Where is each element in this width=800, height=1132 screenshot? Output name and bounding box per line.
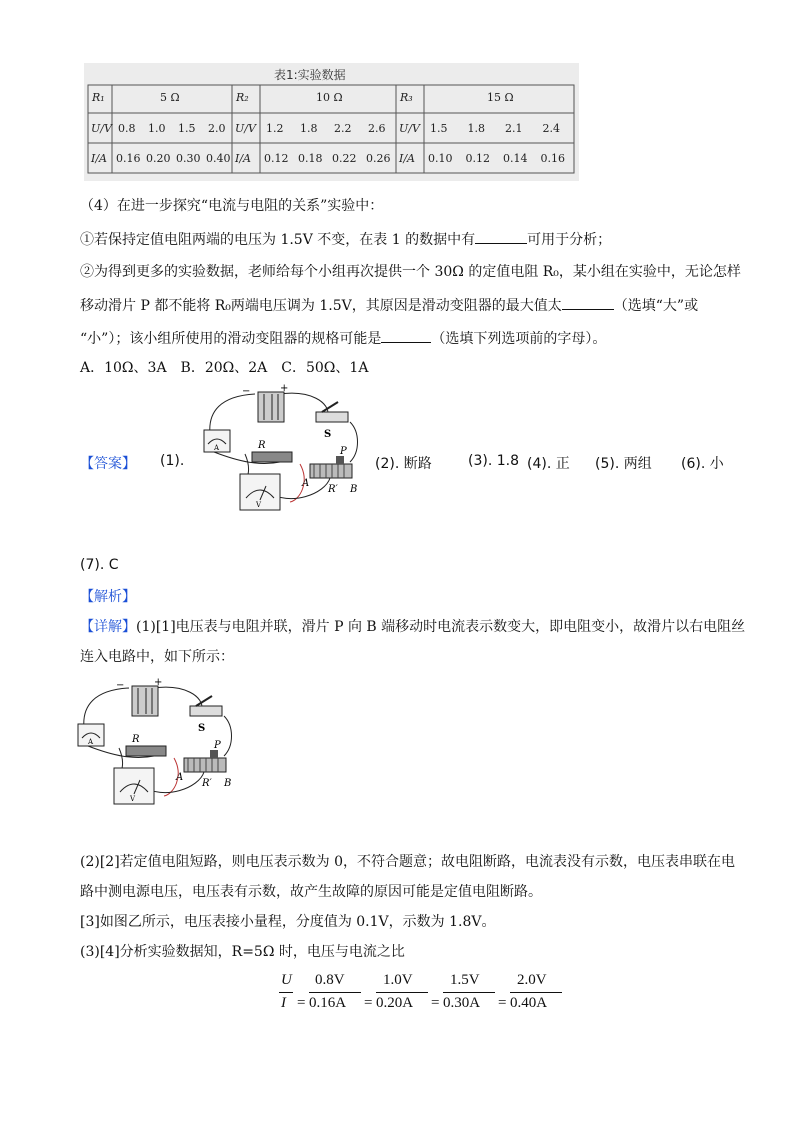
q4-part1-tail: 可用于分析； [527,232,612,248]
analysis-p1-line2: 连入电路中，如下所示： [80,649,234,665]
answer-1: (1). [160,453,185,469]
voltmeter-label-2: V [130,795,136,803]
table-r-value: 5 Ω [160,91,180,104]
table-u-cell: 2.0 [208,122,226,135]
eq-num-2: 1.0V [383,972,413,988]
table-u-label: U/V [235,122,256,135]
table-r-label: R₂ [236,91,249,104]
table-i-cell: 0.22 [332,152,357,165]
analysis-p2-line2: 路中测电源电压，电压表有示数，故产生故障的原因可能是定值电阻断路。 [80,884,542,900]
end-a-label-2: A [176,772,184,783]
table-i-cell: 0.12 [465,152,490,165]
table-r-label: R₃ [400,91,413,104]
table-i-cell: 0.10 [428,152,453,165]
eq-sign-3: = [431,995,440,1011]
table-u-cell: 2.1 [505,122,523,135]
eq-lhs-bar [279,992,293,993]
table-i-label: I/A [235,152,251,165]
eq-bar-2 [376,992,428,993]
q4-intro: （4）在进一步探究“电流与电阻的关系”实验中： [80,198,384,214]
detail-label: 【详解】 [80,619,136,635]
table-i-label: I/A [399,152,415,165]
circuit-diagram-answer [200,382,368,522]
blank-2 [562,295,614,310]
q4-options: A．10Ω、3A B．20Ω、2A C．50Ω、1A [80,360,369,376]
analysis-p2-line1: (2)[2]若定值电阻短路，则电压表示数为 0，不符合题意；故电阻断路，电流表没有示数，电压表串联在电 [80,854,736,870]
q4-part1-text: ①若保持定值电阻两端的电压为 1.5V 不变，在表 1 的数据中有 [80,232,476,248]
slider-label-2: P [214,740,221,751]
answer-2: (2). 断路 [375,456,432,472]
eq-num-3: 1.5V [450,972,480,988]
ammeter-label: A [214,444,220,452]
table-i-cell: 0.20 [146,152,171,165]
end-a-label: A [302,478,310,489]
table-u-label: U/V [91,122,112,135]
circuit-diagram-analysis [74,676,242,816]
table-u-cell: 2.6 [368,122,386,135]
switch-label-2: S [198,723,206,734]
table-r-value: 15 Ω [487,91,514,104]
table-i-cell: 0.12 [264,152,289,165]
table-u-cell: 2.4 [542,122,560,135]
rheostat-label-2: R′ [202,778,212,789]
eq-num-1: 0.8V [315,972,345,988]
q4-part2-line2-text: 移动滑片 P 都不能将 R₀两端电压调为 1.5V，其原因是滑动变阻器的最大值太 [80,298,562,314]
table-u-cell: 0.8 [118,122,136,135]
q4-part2-line2-tail: （选填“大”或 [613,298,699,314]
table-i-cell: 0.40 [206,152,231,165]
table-u-cell: 1.5 [430,122,448,135]
end-b-label: B [350,484,358,495]
eq-den-3: 0.30A [443,995,481,1011]
table-u-label: U/V [399,122,420,135]
table-u-cell: 1.8 [467,122,485,135]
battery-pos-label: + [280,383,289,394]
eq-bar-4 [510,992,562,993]
eq-den-1: 0.16A [309,995,347,1011]
q4-part2-line2 [80,295,698,316]
analysis-p3: [3]如图乙所示，电压表接小量程，分度值为 0.1V，示数为 1.8V。 [80,914,496,930]
q4-part2-line3-text: “小”）；该小组所使用的滑动变阻器的规格可能是 [80,331,382,347]
slider-label: P [340,446,347,457]
table-i-cell: 0.16 [540,152,565,165]
analysis-p1-line1 [80,617,745,637]
ammeter-label-2: A [88,738,94,746]
eq-lhs-num: U [281,972,292,988]
eq-sign-4: = [498,995,507,1011]
switch-label: S [324,429,332,440]
table-caption: 表1:实验数据 [274,68,346,82]
q4-part2-line1: ②为得到更多的实验数据，老师给每个小组再次提供一个 30Ω 的定值电阻 R₀，某小组在实验中，无论怎样 [80,264,741,280]
q4-part2-line3 [80,328,606,349]
table-u-cell: 1.8 [300,122,318,135]
analysis-label: 【解析】 [80,589,136,605]
eq-lhs-den: I [281,995,286,1011]
table-i-cell: 0.26 [366,152,391,165]
answer-5: (5). 两组 [595,456,652,472]
analysis-p4: (3)[4]分析实验数据知，R=5Ω 时，电压与电流之比 [80,944,405,960]
eq-den-2: 0.20A [376,995,414,1011]
resistor-label-2: R [132,734,140,745]
table-i-cell: 0.30 [176,152,201,165]
data-table-photo [84,63,579,181]
answer-4: (4). 正 [527,456,570,472]
battery-neg-label: − [242,386,251,397]
answer-6: (6). 小 [681,456,724,472]
table-r-label: R₁ [92,91,105,104]
blank-3 [381,328,431,343]
blank-1 [475,229,527,244]
table-u-cell: 1.2 [266,122,284,135]
answer-3: (3). 1.8 [468,453,519,469]
table-i-cell: 0.16 [116,152,141,165]
analysis-p1-text: (1)[1]电压表与电阻并联，滑片 P 向 B 端移动时电流表示数变大，即电阻变小，故滑片以右电阻丝 [136,619,746,635]
battery-neg-label-2: − [116,680,125,691]
table-u-cell: 1.5 [178,122,196,135]
eq-bar-1 [309,992,361,993]
eq-den-4: 0.40A [510,995,548,1011]
eq-sign-2: = [364,995,373,1011]
answer-7: (7). C [80,557,119,573]
rheostat-label: R′ [328,484,338,495]
answer-label: 【答案】 [80,456,136,472]
table-u-cell: 1.0 [148,122,166,135]
resistor-label: R [258,440,266,451]
battery-pos-label-2: + [154,677,163,688]
table-i-label: I/A [91,152,107,165]
end-b-label-2: B [224,778,232,789]
table-i-cell: 0.18 [298,152,323,165]
q4-part1 [80,229,611,250]
q4-part2-line3-tail: （选填下列选项前的字母）。 [431,331,607,347]
table-r-value: 10 Ω [316,91,343,104]
eq-num-4: 2.0V [517,972,547,988]
table-u-cell: 2.2 [334,122,352,135]
eq-sign-1: = [297,995,306,1011]
eq-bar-3 [443,992,495,993]
voltmeter-label: V [256,501,262,509]
table-i-cell: 0.14 [503,152,528,165]
